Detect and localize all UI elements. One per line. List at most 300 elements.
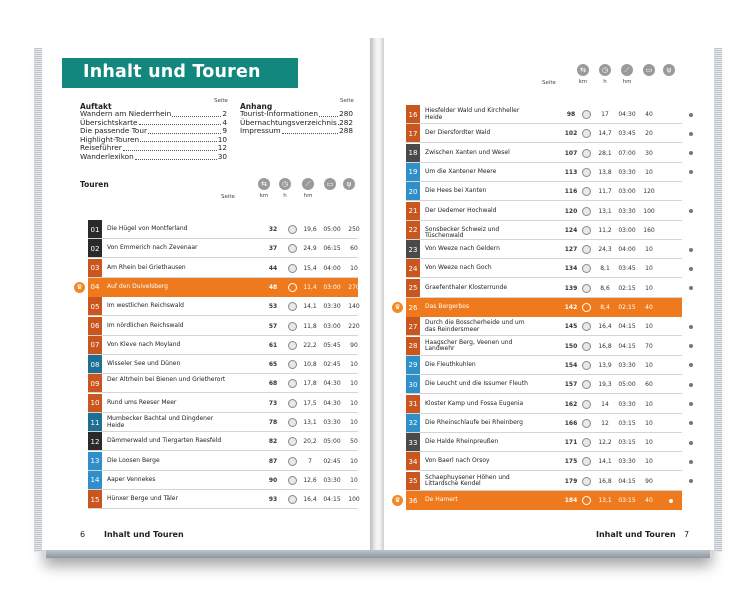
difficulty-marker [582, 129, 591, 138]
auftakt-entry-page: 30 [217, 152, 227, 161]
tour-number-badge: 31 [406, 395, 420, 414]
highlight-crown-icon: ♛ [392, 495, 403, 506]
tour-number-badge: 35 [406, 472, 420, 491]
difficulty-marker [582, 342, 591, 351]
food-dot [687, 395, 695, 414]
difficulty-marker [582, 110, 591, 119]
tour-page: 98 [566, 111, 576, 118]
tour-number-badge: 02 [88, 239, 102, 258]
tour-row[interactable] [88, 452, 358, 471]
tour-page: 78 [268, 419, 278, 426]
tour-number-badge: 34 [406, 452, 420, 471]
tour-row[interactable] [406, 240, 682, 259]
tour-page: 82 [268, 438, 278, 446]
tour-duration: 02:45 [323, 457, 341, 465]
tour-name: Von Baerl nach Orsoy [425, 457, 490, 465]
difficulty-marker [582, 496, 591, 505]
tour-elevation: 10 [645, 361, 653, 369]
tour-name: Von Weeze nach Goch [425, 264, 492, 272]
tour-duration: 04:15 [618, 342, 636, 350]
food-dot [687, 144, 695, 163]
tour-duration: 04:30 [618, 111, 636, 118]
tour-page: 32 [268, 226, 278, 233]
tour-page: 175 [564, 458, 578, 466]
food-dot [687, 124, 695, 143]
clock-icon: ◷ [279, 178, 291, 190]
difficulty-icon [580, 433, 592, 452]
difficulty-icon [580, 452, 592, 471]
tour-page: 124 [564, 226, 578, 234]
tour-number-badge: 08 [88, 355, 102, 374]
tour-duration: 04:00 [323, 264, 341, 272]
auftakt-entry-title: Reiseführer [80, 143, 122, 153]
right-page-number: 7 [684, 530, 690, 539]
anhang-entry-page: 282 [339, 117, 353, 127]
tour-number-badge: 19 [406, 163, 420, 182]
tour-distance-km: 16,8 [598, 477, 612, 485]
tour-name: Hiesfelder Wald und Kirchheller Heide [425, 107, 520, 121]
tour-row[interactable] [88, 374, 358, 393]
column-hm-label: hm [622, 79, 632, 85]
food-dot [687, 317, 695, 336]
bus-icon: ▭ [643, 64, 655, 76]
difficulty-icon [286, 259, 298, 278]
difficulty-marker [582, 457, 591, 466]
difficulty-marker [582, 245, 591, 254]
tour-number-badge: 29 [406, 356, 420, 375]
difficulty-marker [288, 360, 297, 369]
difficulty-marker [582, 322, 591, 331]
difficulty-icon [580, 259, 592, 278]
auftakt-entry-title: Wandern am Niederrhein [80, 109, 172, 118]
tour-duration: 03:30 [618, 400, 636, 408]
tour-duration: 02:45 [323, 361, 341, 369]
difficulty-icon [286, 490, 298, 509]
highlight-crown-icon: ♛ [74, 282, 85, 293]
tour-name: Die Leucht und die Issumer Fleuth [425, 380, 528, 388]
tour-elevation: 60 [645, 381, 653, 389]
food-available-marker [689, 209, 693, 213]
slope-icon: ⟋ [302, 178, 314, 190]
food-available-marker [689, 383, 693, 387]
column-hm-label: hm [303, 193, 313, 199]
tour-elevation: 10 [645, 458, 653, 466]
tour-elevation: 10 [645, 400, 653, 408]
tour-page: 107 [564, 149, 578, 157]
tour-distance-km: 14,1 [598, 458, 612, 466]
difficulty-icon [286, 471, 298, 490]
difficulty-marker [582, 419, 591, 428]
difficulty-icon [580, 105, 592, 124]
difficulty-icon [580, 317, 592, 336]
tour-row[interactable] [88, 317, 358, 336]
tour-elevation: 10 [350, 380, 358, 388]
difficulty-marker [288, 341, 297, 350]
tour-row[interactable] [406, 472, 682, 491]
food-available-marker [689, 286, 693, 290]
tour-duration: 03:45 [618, 265, 636, 273]
difficulty-icon [286, 413, 298, 432]
auftakt-entry-leader [135, 153, 217, 160]
difficulty-marker [288, 283, 297, 292]
tour-distance-km: 24,3 [598, 246, 612, 254]
column-h-label: h [283, 193, 287, 199]
tour-name: Um die Xantener Meere [425, 167, 497, 175]
tour-distance-km: 12,2 [598, 439, 612, 447]
tour-distance-km: 8,6 [600, 284, 610, 292]
tour-elevation: 270 [348, 283, 360, 291]
tour-row[interactable] [406, 124, 682, 143]
tour-distance-km: 10,8 [303, 361, 317, 369]
tour-duration: 04:30 [323, 380, 341, 388]
tour-duration: 05:00 [323, 438, 341, 446]
tour-distance-km: 14 [601, 400, 609, 408]
tour-row[interactable] [406, 414, 682, 433]
tour-row[interactable] [406, 356, 682, 375]
difficulty-marker [288, 322, 297, 331]
highlight-crown-icon: ♛ [392, 302, 403, 313]
difficulty-icon [286, 239, 298, 258]
tour-number-badge: 01 [88, 220, 102, 239]
tour-elevation: 140 [348, 303, 360, 311]
tour-page: 57 [268, 322, 278, 330]
food-available-marker [689, 325, 693, 329]
tour-row[interactable] [406, 259, 682, 278]
difficulty-icon [286, 336, 298, 355]
tour-row[interactable] [406, 279, 682, 298]
tour-elevation: 90 [645, 477, 653, 485]
tour-elevation: 50 [350, 438, 358, 446]
tour-row[interactable] [88, 394, 358, 413]
tour-row[interactable] [88, 432, 358, 451]
signpost-icon: ⇆ [258, 178, 270, 190]
tour-page: 150 [564, 342, 578, 350]
difficulty-icon [286, 317, 298, 336]
food-dot [687, 163, 695, 182]
tour-name: Aaper Vennekes [107, 475, 156, 483]
tour-number-badge: 07 [88, 336, 102, 355]
left-page [42, 38, 372, 550]
tour-number-badge: 36 [406, 491, 420, 510]
tour-row[interactable] [406, 182, 682, 201]
difficulty-marker [582, 438, 591, 447]
tour-page: 53 [268, 303, 278, 311]
tour-row[interactable] [406, 375, 682, 394]
food-dot [687, 452, 695, 471]
tour-duration: 04:30 [323, 399, 341, 407]
tour-row[interactable] [406, 337, 682, 356]
tour-row[interactable] [406, 163, 682, 182]
tour-row[interactable] [406, 202, 682, 221]
left-footer-label: Inhalt und Touren [104, 530, 184, 539]
tour-row[interactable] [88, 259, 358, 278]
tour-duration: 06:15 [323, 245, 341, 253]
tour-distance-km: 11,4 [303, 283, 317, 291]
tour-row[interactable] [88, 355, 358, 374]
tour-name: Von Emmerich nach Zevenaar [107, 244, 198, 252]
food-available-marker [689, 344, 693, 348]
difficulty-marker [288, 399, 297, 408]
tour-name: Schaephuysener Höhen und Littardsche Kendel [425, 473, 510, 488]
tour-name: Im nördlichen Reichswald [107, 321, 184, 329]
tour-elevation: 20 [645, 130, 653, 138]
row-separator [88, 508, 358, 509]
difficulty-icon [580, 124, 592, 143]
tour-duration: 03:30 [323, 303, 341, 311]
tour-page: 127 [564, 246, 578, 254]
anhang-heading: Anhang [240, 102, 273, 111]
difficulty-icon [580, 337, 592, 356]
tour-row[interactable] [88, 413, 358, 432]
tour-name: Sonsbecker Schweiz und Tüschenwald [425, 225, 500, 240]
column-km-label: km [578, 79, 588, 85]
tour-duration: 03:00 [323, 322, 341, 330]
tour-name: Kloster Kamp und Fossa Eugenia [425, 399, 524, 407]
auftakt-entry-leader [139, 119, 222, 126]
tour-distance-km: 12,6 [303, 476, 317, 484]
tour-distance-km: 13,1 [303, 419, 317, 426]
auftakt-entry-leader [123, 144, 217, 151]
tour-name: Der Uedemer Hochwald [425, 206, 497, 214]
tour-row[interactable] [88, 297, 358, 316]
auftakt-entry-page: 12 [217, 143, 227, 153]
tour-page: 184 [564, 497, 578, 504]
tour-elevation: 160 [643, 226, 655, 234]
tour-row[interactable] [88, 336, 358, 355]
tour-elevation: 10 [350, 361, 358, 369]
tour-page: 116 [564, 188, 578, 196]
tour-row[interactable] [406, 298, 682, 317]
tour-number-badge: 32 [406, 414, 420, 433]
tour-distance-km: 13,1 [598, 497, 612, 504]
tour-elevation: 10 [350, 264, 358, 272]
food-available-marker [689, 363, 693, 367]
tour-row[interactable] [406, 105, 682, 124]
tour-row[interactable] [406, 317, 682, 336]
tour-row[interactable] [406, 433, 682, 452]
tour-page: 68 [268, 380, 278, 388]
tour-duration: 03:30 [323, 419, 341, 426]
tour-duration: 05:00 [618, 381, 636, 389]
food-dot [687, 279, 695, 298]
tour-distance-km: 11,8 [303, 322, 317, 330]
tour-duration: 03:15 [618, 439, 636, 447]
food-available-marker [689, 402, 693, 406]
tour-name: Durch die Bosscherheide und um das Reindersmeer [425, 319, 525, 333]
tour-row[interactable] [406, 144, 682, 163]
tour-name: Haagscher Berg, Veenen und Landwehr [425, 338, 513, 353]
tour-number-badge: 09 [88, 374, 102, 393]
left-page-number: 6 [80, 530, 86, 539]
tour-name: Hünxer Berge und Täler [107, 495, 178, 503]
tour-distance-km: 7 [308, 457, 312, 465]
tour-page: 87 [268, 457, 278, 465]
tour-elevation: 90 [350, 341, 358, 349]
tour-row[interactable] [406, 221, 682, 240]
tour-distance-km: 28,1 [598, 149, 612, 157]
tour-elevation: 10 [645, 168, 653, 176]
auftakt-entry[interactable] [80, 153, 227, 162]
tour-page: 145 [564, 323, 578, 331]
tour-elevation: 10 [645, 439, 653, 447]
auftakt-entry-leader [148, 127, 221, 134]
auftakt-entry-page: 9 [222, 126, 227, 136]
tour-elevation: 10 [350, 399, 358, 407]
food-available-marker [689, 441, 693, 445]
difficulty-marker [582, 207, 591, 216]
tour-distance-km: 16,8 [598, 342, 612, 350]
tour-name: Wisseler See und Dünen [107, 360, 181, 368]
tour-page: 154 [564, 361, 578, 369]
difficulty-marker [288, 418, 297, 427]
tour-row[interactable] [406, 491, 682, 510]
tour-name: Am Rhein bei Griethausen [107, 263, 186, 271]
tour-elevation: 10 [350, 419, 358, 426]
signpost-icon: ⇆ [577, 64, 589, 76]
tour-page: 61 [268, 341, 278, 349]
column-h-label: h [603, 79, 607, 85]
difficulty-icon [580, 472, 592, 491]
tour-distance-km: 20,2 [303, 438, 317, 446]
food-dot [687, 337, 695, 356]
tour-row[interactable] [88, 278, 358, 297]
difficulty-icon [580, 221, 592, 240]
tour-elevation: 30 [645, 149, 653, 157]
difficulty-marker [582, 149, 591, 158]
tour-distance-km: 15,4 [303, 264, 317, 272]
tour-elevation: 120 [643, 188, 655, 196]
difficulty-icon [580, 202, 592, 221]
auftakt-seite-label: Seite [214, 98, 228, 104]
tour-row[interactable] [406, 452, 682, 471]
difficulty-marker [288, 476, 297, 485]
food-available-marker [689, 170, 693, 174]
tour-number-badge: 18 [406, 144, 420, 163]
difficulty-marker [288, 244, 297, 253]
food-dot [687, 472, 695, 491]
tour-name: Im westlichen Reichswald [107, 302, 184, 310]
tour-number-badge: 25 [406, 279, 420, 298]
tour-name: Mumbecker Bachtal und Dingdener Heide [107, 415, 214, 429]
auftakt-entry-title: Die passende Tour [80, 126, 148, 136]
tour-number-badge: 21 [406, 202, 420, 221]
tour-elevation: 10 [645, 246, 653, 254]
difficulty-icon [286, 297, 298, 316]
anhang-entry[interactable] [240, 127, 353, 136]
tour-distance-km: 13,9 [598, 361, 612, 369]
tour-name: Die Hügel von Montferland [107, 225, 188, 232]
tour-name: Rund ums Reeser Meer [107, 398, 177, 406]
auftakt-entry-title: Wanderlexikon [80, 152, 134, 161]
tour-number-badge: 22 [406, 221, 420, 240]
tour-number-badge: 03 [88, 259, 102, 278]
tour-elevation: 10 [645, 284, 653, 292]
tour-distance-km: 12 [601, 419, 609, 427]
tour-number-badge: 24 [406, 259, 420, 278]
tour-page: 139 [564, 284, 578, 292]
difficulty-marker [288, 225, 297, 234]
tour-elevation: 100 [348, 496, 360, 504]
tour-duration: 03:30 [618, 458, 636, 466]
tour-name: Dämmerwald und Tiergarten Raesfeld [107, 437, 222, 445]
tour-elevation: 10 [645, 419, 653, 427]
tour-page: 65 [268, 361, 278, 369]
anhang-entry-title: Übernachtungsverzeichnis [240, 117, 337, 127]
tour-page: 37 [268, 245, 278, 253]
tour-elevation: 10 [645, 265, 653, 273]
tour-page: 48 [268, 283, 278, 291]
tour-name: Der Diersfordter Wald [425, 129, 491, 137]
difficulty-icon [286, 220, 298, 239]
food-available-marker [689, 460, 693, 464]
tour-number-badge: 10 [88, 394, 102, 413]
food-available-marker [689, 113, 693, 117]
auftakt-entry-title: Übersichtskarte [80, 117, 138, 127]
restaurant-icon: ψ [343, 178, 355, 190]
tour-duration: 03:15 [618, 419, 636, 427]
tour-page: 73 [268, 399, 278, 407]
difficulty-icon [286, 452, 298, 471]
tour-duration: 02:15 [618, 284, 636, 292]
food-available-marker [689, 479, 693, 483]
page-title: Inhalt und Touren [83, 62, 261, 82]
anhang-entry-title: Impressum [240, 126, 281, 136]
food-dot [687, 375, 695, 394]
auftakt-heading: Auftakt [80, 102, 112, 111]
tour-name: Die Fleuthkuhlen [425, 360, 476, 368]
tour-elevation: 60 [350, 245, 358, 253]
tour-duration: 04:00 [618, 246, 636, 254]
tour-elevation: 220 [348, 322, 360, 330]
difficulty-marker [582, 284, 591, 293]
food-dot [687, 259, 695, 278]
tour-number-badge: 17 [406, 124, 420, 143]
tour-number-badge: 06 [88, 317, 102, 336]
tour-row[interactable] [406, 395, 682, 414]
food-available-marker [689, 132, 693, 136]
touren-heading: Touren [80, 180, 109, 189]
difficulty-marker [582, 264, 591, 273]
tour-distance-km: 13,1 [598, 207, 612, 215]
tour-row[interactable] [88, 471, 358, 490]
tour-page: 134 [564, 265, 578, 273]
tour-row[interactable] [88, 490, 358, 509]
difficulty-marker [582, 168, 591, 177]
difficulty-marker [288, 495, 297, 504]
difficulty-marker [582, 187, 591, 196]
difficulty-marker [288, 457, 297, 466]
tour-number-badge: 33 [406, 433, 420, 452]
tour-distance-km: 16,4 [303, 496, 317, 504]
page-edges-right [714, 48, 722, 552]
food-available-marker [689, 151, 693, 155]
difficulty-marker [288, 437, 297, 446]
column-seite-label: Seite [542, 80, 556, 86]
tour-page: 166 [564, 419, 578, 427]
difficulty-marker [582, 477, 591, 486]
tour-distance-km: 17,5 [303, 399, 317, 407]
food-dot [687, 433, 695, 452]
tour-distance-km: 8,4 [600, 304, 610, 311]
tour-page: 171 [564, 439, 578, 447]
tour-number-badge: 27 [406, 317, 420, 336]
tour-row[interactable] [88, 239, 358, 258]
anhang-entry-title: Tourist-Informationen [240, 109, 318, 118]
tour-row[interactable] [88, 220, 358, 239]
difficulty-marker [582, 361, 591, 370]
anhang-entry-leader [319, 110, 338, 117]
auftakt-entry-leader [140, 136, 217, 143]
